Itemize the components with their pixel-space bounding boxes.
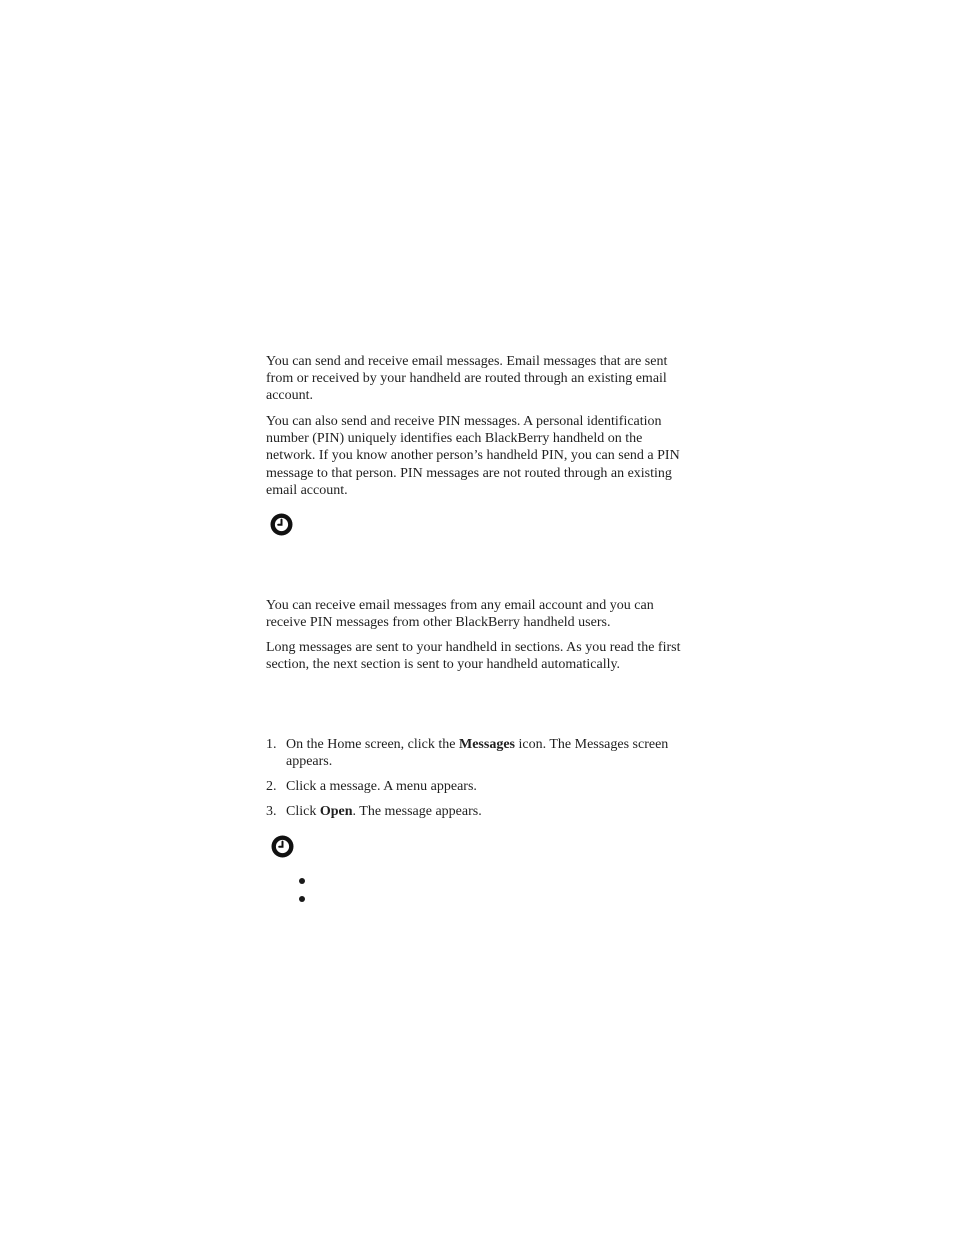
bullet-point (299, 878, 305, 884)
step-text: On the Home screen, click the Messages icon. The Messages screen appears. (286, 737, 669, 770)
receiving-paragraph-long-messages: Long messages are sent to your handheld in sections. As you read the first section, the next section is sent to your handheld automatically. (266, 640, 681, 673)
step-number: 1. (266, 737, 277, 752)
step-number: 2. (266, 779, 277, 794)
step-2 (266, 778, 686, 795)
intro-paragraph-pin: You can also send and receive PIN messages. A personal identification number (PIN) uniquely identifies each BlackBerry handheld on the network. If you know another person’s handheld PIN, you can send a PIN message to that person. PIN messages are not routed through an existing email account. (266, 414, 680, 498)
step-3 (266, 803, 686, 820)
step-text: Click Open. The message appears. (286, 804, 482, 819)
open-label: Open (319, 804, 353, 819)
bullet-point (299, 896, 305, 902)
step-1 (266, 736, 686, 770)
messages-label: Messages (459, 737, 515, 752)
clock-icon (270, 834, 295, 859)
step-number: 3. (266, 804, 277, 819)
receiving-paragraph-sources: You can receive email messages from any email account and you can receive PIN messages from other BlackBerry handheld users. (266, 598, 654, 631)
step-text: Click a message. A menu appears. (286, 779, 477, 794)
clock-icon (269, 512, 294, 537)
intro-paragraph-email: You can send and receive email messages. Email messages that are sent from or received by your handheld are routed through an existing email account. (266, 354, 668, 404)
